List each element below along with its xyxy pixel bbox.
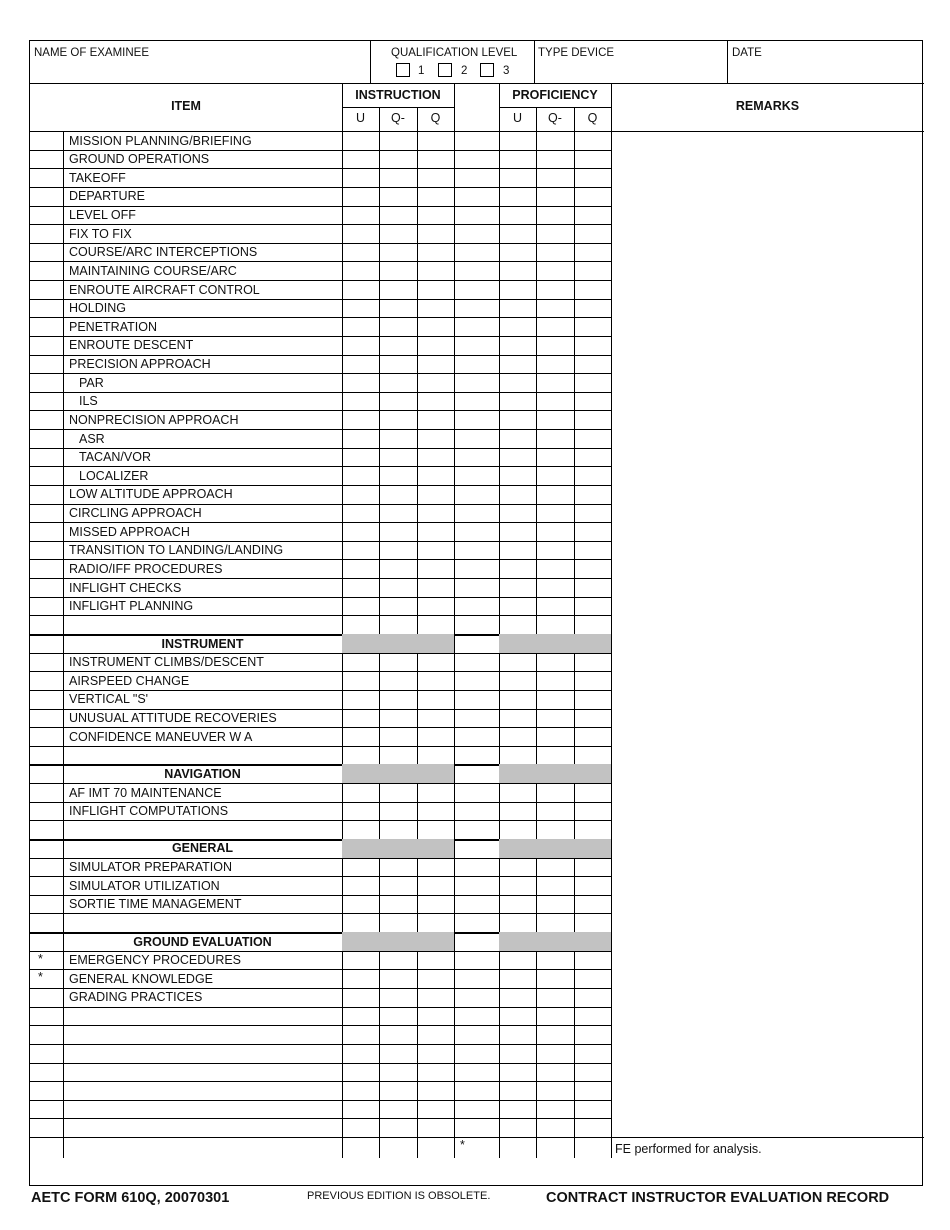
row-line: [30, 671, 611, 672]
row-line: [30, 597, 611, 598]
date-label: DATE: [732, 47, 762, 59]
column-header-line: [342, 83, 343, 131]
item-label: DEPARTURE: [69, 189, 145, 204]
remarks-note-line: [611, 1137, 924, 1138]
row-line: [30, 187, 611, 188]
asterisk-marker: *: [460, 1138, 465, 1153]
section-shaded-cell: [342, 634, 454, 653]
row-line: [30, 913, 611, 914]
item-label: CONFIDENCE MANEUVER W A: [69, 729, 253, 744]
row-line: [30, 876, 611, 877]
row-line: [30, 1025, 611, 1026]
row-line: [30, 951, 611, 952]
row-line: [30, 988, 611, 989]
qual-level-2-checkbox[interactable]: [438, 63, 452, 77]
row-line: [30, 727, 611, 728]
item-label: HOLDING: [69, 301, 126, 316]
row-line: [30, 504, 611, 505]
section-shaded-cell: [499, 764, 611, 783]
section-heading: GROUND EVALUATION: [133, 934, 272, 949]
item-label: NONPRECISION APPROACH: [69, 412, 239, 427]
form-title: CONTRACT INSTRUCTOR EVALUATION RECORD: [546, 1190, 890, 1206]
item-label: LEVEL OFF: [69, 208, 136, 223]
row-line: [30, 1137, 611, 1138]
row-line: [30, 578, 611, 579]
item-label: GRADING PRACTICES: [69, 990, 203, 1005]
row-line: [30, 653, 611, 654]
column-header-line: [454, 83, 455, 131]
row-line: [30, 448, 611, 449]
item-label: INFLIGHT CHECKS: [69, 580, 182, 595]
qualification-level-label: QUALIFICATION LEVEL: [391, 47, 518, 59]
row-line: [30, 429, 611, 430]
row-line: [30, 1007, 611, 1008]
row-line: [30, 783, 611, 784]
qual-level-1-checkbox[interactable]: [396, 63, 410, 77]
qual-level-3-checkbox[interactable]: [480, 63, 494, 77]
row-line: [30, 522, 611, 523]
item-label: CIRCLING APPROACH: [69, 506, 202, 521]
row-line: [30, 224, 611, 225]
row-line: [30, 299, 611, 300]
row-line: [30, 243, 611, 244]
section-shaded-cell: [342, 839, 454, 858]
proficiency-q-header: Q: [587, 111, 598, 125]
remarks-column-header: REMARKS: [735, 99, 800, 113]
asterisk-marker: *: [38, 970, 43, 985]
subcolumn-header-line: [574, 107, 575, 131]
row-line: [30, 1100, 611, 1101]
row-line: [30, 336, 611, 337]
item-label: TAKEOFF: [69, 170, 126, 185]
section-shaded-cell: [499, 932, 611, 951]
grid-column-line: [454, 131, 455, 1158]
subcolumn-header-line: [417, 107, 418, 131]
section-shaded-cell: [342, 764, 454, 783]
item-label: ENROUTE AIRCRAFT CONTROL: [69, 282, 260, 297]
row-line: [30, 392, 611, 393]
header-col-line: [727, 41, 728, 83]
item-label: VERTICAL "S': [69, 692, 149, 707]
row-line: [30, 709, 611, 710]
section-shaded-cell: [342, 932, 454, 951]
instruction-subheader-line: [342, 107, 454, 108]
item-label: UNUSUAL ATTITUDE RECOVERIES: [69, 711, 277, 726]
item-label: GENERAL KNOWLEDGE: [69, 971, 214, 986]
row-line: [30, 802, 611, 803]
item-label: INFLIGHT COMPUTATIONS: [69, 804, 229, 819]
instruction-column-header: INSTRUCTION: [355, 88, 441, 102]
item-column-header: ITEM: [171, 99, 201, 113]
item-label: TRANSITION TO LANDING/LANDING: [69, 543, 284, 558]
item-label: SIMULATOR UTILIZATION: [69, 878, 220, 893]
item-label: LOCALIZER: [79, 468, 149, 483]
row-line: [30, 1044, 611, 1045]
header-col-line: [534, 41, 535, 83]
row-line: [30, 373, 611, 374]
item-label: PENETRATION: [69, 319, 157, 334]
proficiency-subheader-line: [499, 107, 611, 108]
row-line: [30, 969, 611, 970]
row-line: [30, 1118, 611, 1119]
instruction-q-minus-header: Q-: [391, 111, 405, 125]
grid-column-line: [611, 131, 612, 1158]
row-line: [30, 206, 611, 207]
asterisk-marker: *: [38, 951, 43, 966]
name-of-examinee-label: NAME OF EXAMINEE: [34, 47, 150, 59]
proficiency-column-header: PROFICIENCY: [512, 88, 598, 102]
item-label: ILS: [79, 394, 98, 409]
proficiency-u-header: U: [512, 111, 523, 125]
item-label: AF IMT 70 MAINTENANCE: [69, 785, 222, 800]
item-label: LOW ALTITUDE APPROACH: [69, 487, 233, 502]
section-heading: NAVIGATION: [164, 766, 241, 781]
row-line: [30, 261, 611, 262]
instruction-u-header: U: [355, 111, 366, 125]
item-label: INSTRUMENT CLIMBS/DESCENT: [69, 655, 264, 670]
section-heading: GENERAL: [171, 841, 234, 856]
row-line: [30, 541, 611, 542]
row-line: [30, 1081, 611, 1082]
edition-note: PREVIOUS EDITION IS OBSOLETE.: [307, 1190, 491, 1202]
row-line: [30, 355, 611, 356]
row-line: [30, 466, 611, 467]
row-line: [30, 690, 611, 691]
instruction-q-header: Q: [430, 111, 441, 125]
qual-level-2-label: 2: [461, 65, 468, 77]
row-line: [30, 895, 611, 896]
section-shaded-cell: [499, 839, 611, 858]
type-device-label: TYPE DEVICE: [538, 47, 615, 59]
item-label: PRECISION APPROACH: [69, 357, 211, 372]
item-label: MISSED APPROACH: [69, 524, 190, 539]
proficiency-q-minus-header: Q-: [548, 111, 562, 125]
item-label: MISSION PLANNING/BRIEFING: [69, 133, 252, 148]
section-heading: INSTRUMENT: [161, 636, 244, 651]
remarks-note: FE performed for analysis.: [615, 1142, 762, 1157]
item-label: INFLIGHT PLANNING: [69, 599, 194, 614]
item-label: TACAN/VOR: [79, 450, 151, 465]
subcolumn-header-line: [379, 107, 380, 131]
row-line: [30, 820, 611, 821]
row-line: [30, 1063, 611, 1064]
row-line: [30, 858, 611, 859]
row-line: [30, 559, 611, 560]
form-id: AETC FORM 610Q, 20070301: [31, 1190, 230, 1206]
item-label: RADIO/IFF PROCEDURES: [69, 561, 223, 576]
row-line: [30, 317, 611, 318]
item-label: ASR: [79, 431, 105, 446]
subcolumn-header-line: [536, 107, 537, 131]
row-line: [30, 615, 611, 616]
section-shaded-cell: [499, 634, 611, 653]
item-label: AIRSPEED CHANGE: [69, 673, 190, 688]
header-divider: [30, 83, 924, 84]
qual-level-3-label: 3: [503, 65, 510, 77]
form-footer: [0, 1187, 950, 1211]
item-label: SIMULATOR PREPARATION: [69, 860, 232, 875]
row-line: [30, 485, 611, 486]
row-line: [30, 168, 611, 169]
item-label: SORTIE TIME MANAGEMENT: [69, 897, 242, 912]
row-line: [30, 280, 611, 281]
grid-top-line: [30, 131, 924, 132]
item-label: PAR: [79, 375, 104, 390]
item-label: EMERGENCY PROCEDURES: [69, 953, 242, 968]
row-line: [30, 746, 611, 747]
row-line: [30, 150, 611, 151]
header-col-line: [370, 41, 371, 83]
item-label: COURSE/ARC INTERCEPTIONS: [69, 245, 258, 260]
evaluation-form: [29, 40, 923, 1186]
item-label: GROUND OPERATIONS: [69, 152, 210, 167]
item-label: ENROUTE DESCENT: [69, 338, 194, 353]
row-line: [30, 410, 611, 411]
column-header-line: [611, 83, 612, 131]
item-label: FIX TO FIX: [69, 226, 132, 241]
item-label: MAINTAINING COURSE/ARC: [69, 263, 237, 278]
qual-level-1-label: 1: [418, 65, 425, 77]
column-header-line: [499, 83, 500, 131]
